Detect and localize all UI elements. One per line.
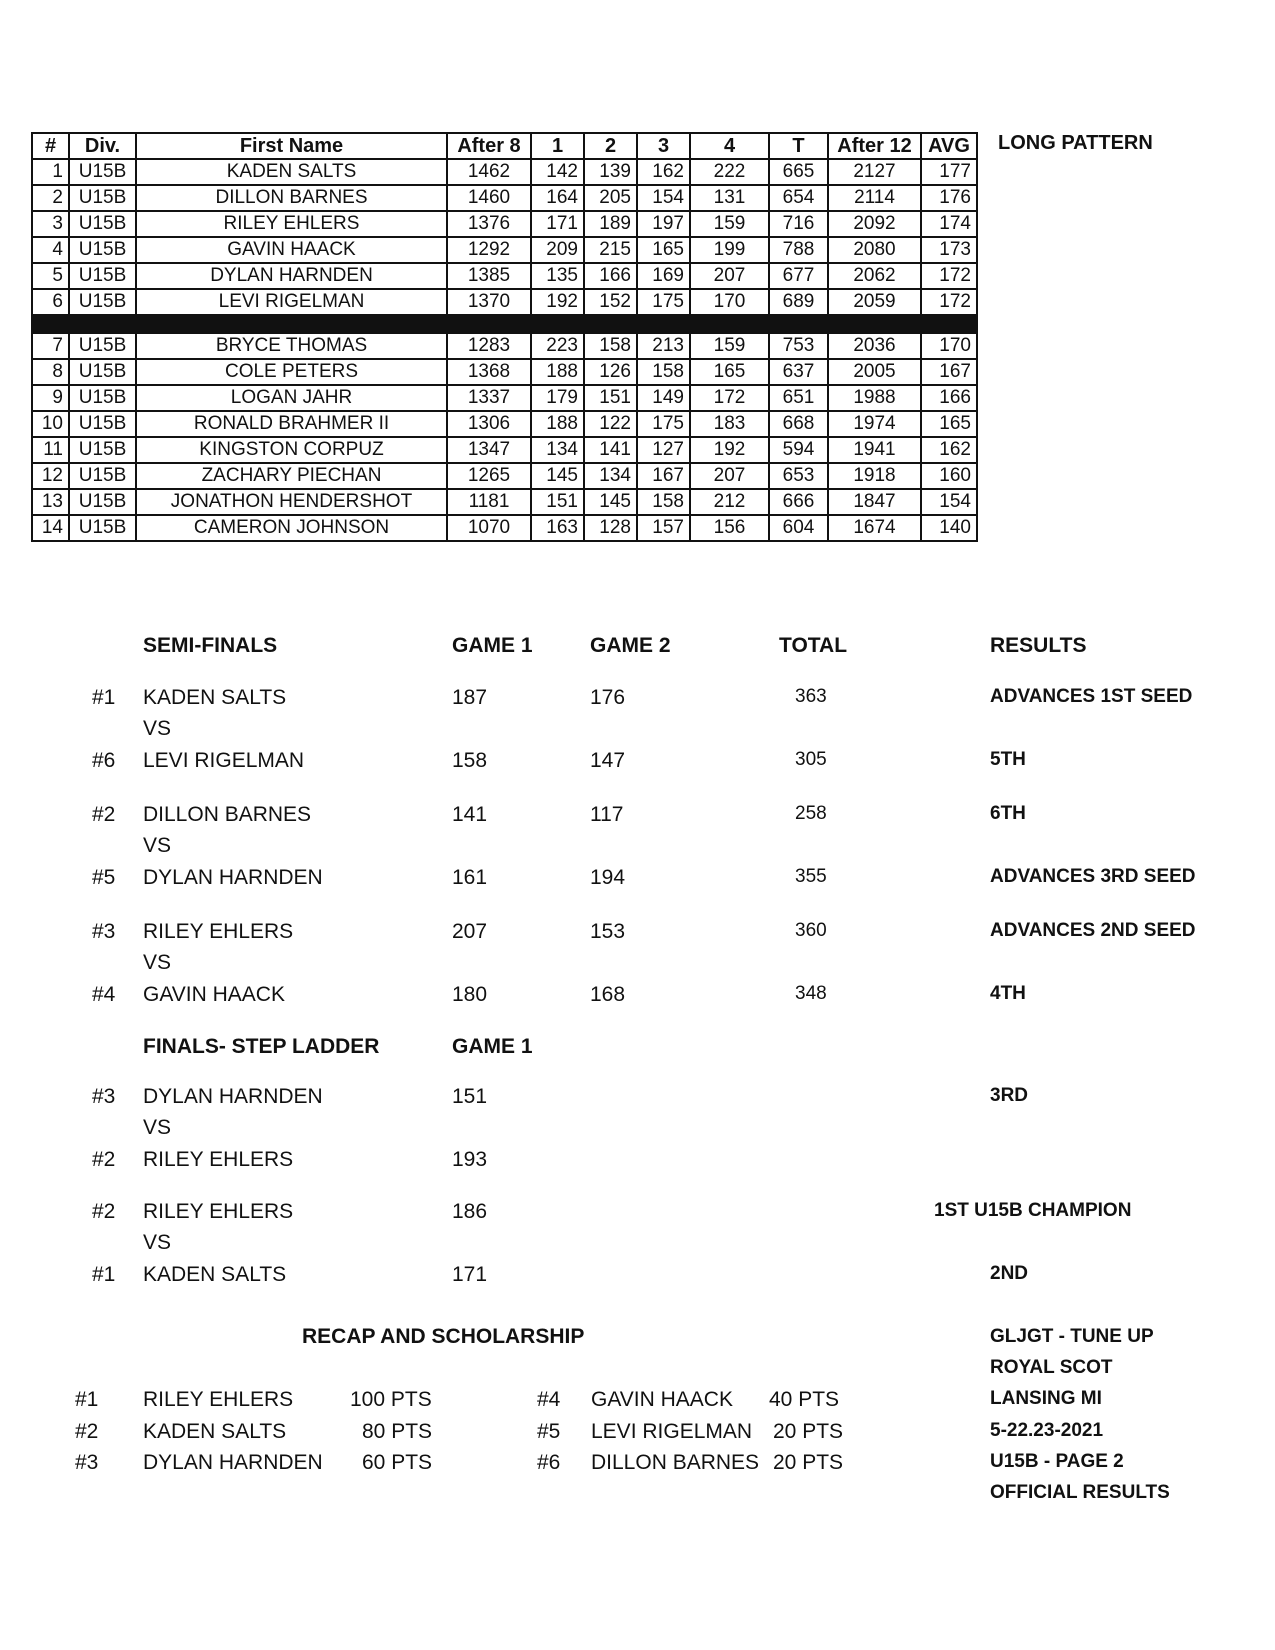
final2-top-result: 1ST U15B CHAMPION xyxy=(934,1200,1132,1221)
after8-cell: 1385 xyxy=(447,263,531,289)
game3-cell: 169 xyxy=(637,263,690,289)
after8-cell: 1070 xyxy=(447,515,531,541)
game3-cell: 162 xyxy=(637,159,690,185)
game4-cell: 170 xyxy=(690,289,769,315)
avg-cell: 172 xyxy=(921,289,977,315)
recap-right-1-seed: #4 xyxy=(537,1388,561,1411)
total-cell: 594 xyxy=(769,437,828,463)
after12-cell: 1974 xyxy=(828,411,921,437)
game3-cell: 175 xyxy=(637,289,690,315)
semi3-top-total: 360 xyxy=(795,920,827,941)
final1-bottom-name: RILEY EHLERS xyxy=(143,1148,294,1171)
rank-cell: 13 xyxy=(32,489,69,515)
rank-cell: 9 xyxy=(32,385,69,411)
after12-cell: 2080 xyxy=(828,237,921,263)
game4-cell: 222 xyxy=(690,159,769,185)
after8-cell: 1376 xyxy=(447,211,531,237)
after12-cell: 2059 xyxy=(828,289,921,315)
div-cell: U15B xyxy=(69,289,136,315)
avg-cell: 166 xyxy=(921,385,977,411)
semi1-bottom-result: 5TH xyxy=(990,749,1026,770)
game4-cell: 207 xyxy=(690,263,769,289)
total-cell: 604 xyxy=(769,515,828,541)
final2-bottom-score: 171 xyxy=(452,1263,488,1286)
semi2-bottom-g2: 194 xyxy=(590,866,626,889)
div-cell: U15B xyxy=(69,185,136,211)
recap-left-2-name: KADEN SALTS xyxy=(143,1420,287,1443)
name-cell: ZACHARY PIECHAN xyxy=(136,463,447,489)
after8-cell: 1462 xyxy=(447,159,531,185)
semi1-top-name: KADEN SALTS xyxy=(143,686,287,709)
col-total: T xyxy=(769,133,828,159)
name-cell: KINGSTON CORPUZ xyxy=(136,437,447,463)
standings-table xyxy=(31,132,978,542)
game2-cell: 122 xyxy=(584,411,637,437)
semi1-top-seed: #1 xyxy=(92,686,116,709)
table-row xyxy=(32,263,977,289)
final2-bottom-name: KADEN SALTS xyxy=(143,1263,287,1286)
table-row xyxy=(32,159,977,185)
game4-cell: 131 xyxy=(690,185,769,211)
col-game3: 3 xyxy=(637,133,690,159)
semi1-bottom-seed: #6 xyxy=(92,749,116,772)
game1-cell: 142 xyxy=(531,159,584,185)
game1-cell: 188 xyxy=(531,359,584,385)
event-date: 5-22.23-2021 xyxy=(990,1420,1104,1441)
semis-game2-label: GAME 2 xyxy=(590,634,671,657)
game3-cell: 158 xyxy=(637,489,690,515)
event-official: OFFICIAL RESULTS xyxy=(990,1482,1170,1503)
semi3-bottom-total: 348 xyxy=(795,983,827,1004)
semi2-bottom-result: ADVANCES 3RD SEED xyxy=(990,866,1196,887)
rank-cell: 4 xyxy=(32,237,69,263)
avg-cell: 176 xyxy=(921,185,977,211)
pattern-label: LONG PATTERN xyxy=(998,132,1153,154)
game3-cell: 157 xyxy=(637,515,690,541)
game4-cell: 172 xyxy=(690,385,769,411)
cut-line-bar xyxy=(32,315,977,333)
table-row xyxy=(32,289,977,315)
total-cell: 665 xyxy=(769,159,828,185)
game2-cell: 128 xyxy=(584,515,637,541)
final1-bottom-seed: #2 xyxy=(92,1148,116,1171)
after8-cell: 1306 xyxy=(447,411,531,437)
semi3-bottom-name: GAVIN HAACK xyxy=(143,983,285,1006)
div-cell: U15B xyxy=(69,489,136,515)
table-row xyxy=(32,463,977,489)
game3-cell: 197 xyxy=(637,211,690,237)
name-cell: RONALD BRAHMER II xyxy=(136,411,447,437)
avg-cell: 160 xyxy=(921,463,977,489)
rank-cell: 5 xyxy=(32,263,69,289)
final1-vs: VS xyxy=(143,1116,172,1139)
semi3-bottom-seed: #4 xyxy=(92,983,116,1006)
name-cell: BRYCE THOMAS xyxy=(136,333,447,359)
div-cell: U15B xyxy=(69,263,136,289)
semi2-bottom-total: 355 xyxy=(795,866,827,887)
rank-cell: 7 xyxy=(32,333,69,359)
game3-cell: 149 xyxy=(637,385,690,411)
final2-top-score: 186 xyxy=(452,1200,488,1223)
after8-cell: 1368 xyxy=(447,359,531,385)
div-cell: U15B xyxy=(69,159,136,185)
rank-cell: 12 xyxy=(32,463,69,489)
semi1-top-result: ADVANCES 1ST SEED xyxy=(990,686,1193,707)
semi2-top-name: DILLON BARNES xyxy=(143,803,312,826)
game1-cell: 179 xyxy=(531,385,584,411)
semi2-top-g2: 117 xyxy=(590,803,624,826)
game3-cell: 167 xyxy=(637,463,690,489)
after12-cell: 1847 xyxy=(828,489,921,515)
recap-left-3-pts: 60 PTS xyxy=(362,1451,433,1474)
cut-line xyxy=(32,315,977,333)
semi3-top-seed: #3 xyxy=(92,920,116,943)
game1-cell: 223 xyxy=(531,333,584,359)
recap-right-3-name: DILLON BARNES xyxy=(591,1451,760,1474)
game4-cell: 192 xyxy=(690,437,769,463)
rank-cell: 2 xyxy=(32,185,69,211)
final1-top-result: 3RD xyxy=(990,1085,1029,1106)
name-cell: CAMERON JOHNSON xyxy=(136,515,447,541)
semi1-bottom-total: 305 xyxy=(795,749,827,770)
game2-cell: 151 xyxy=(584,385,637,411)
col-after12: After 12 xyxy=(828,133,921,159)
col-game2: 2 xyxy=(584,133,637,159)
avg-cell: 154 xyxy=(921,489,977,515)
table-row xyxy=(32,411,977,437)
name-cell: GAVIN HAACK xyxy=(136,237,447,263)
final2-top-seed: #2 xyxy=(92,1200,116,1223)
game1-cell: 209 xyxy=(531,237,584,263)
semi1-top-g2: 176 xyxy=(590,686,626,709)
col-avg: AVG xyxy=(921,133,977,159)
game4-cell: 183 xyxy=(690,411,769,437)
total-cell: 677 xyxy=(769,263,828,289)
after8-cell: 1181 xyxy=(447,489,531,515)
game3-cell: 154 xyxy=(637,185,690,211)
avg-cell: 170 xyxy=(921,333,977,359)
game4-cell: 159 xyxy=(690,211,769,237)
after12-cell: 1941 xyxy=(828,437,921,463)
col-game4: 4 xyxy=(690,133,769,159)
after12-cell: 2092 xyxy=(828,211,921,237)
game2-cell: 141 xyxy=(584,437,637,463)
rank-cell: 8 xyxy=(32,359,69,385)
semi1-top-total: 363 xyxy=(795,686,827,707)
final1-top-score: 151 xyxy=(452,1085,488,1108)
div-cell: U15B xyxy=(69,333,136,359)
after12-cell: 2114 xyxy=(828,185,921,211)
final2-bottom-result: 2ND xyxy=(990,1263,1029,1284)
semi3-top-result: ADVANCES 2ND SEED xyxy=(990,920,1196,941)
game1-cell: 145 xyxy=(531,463,584,489)
table-row xyxy=(32,437,977,463)
game4-cell: 207 xyxy=(690,463,769,489)
semi2-bottom-seed: #5 xyxy=(92,866,116,889)
rank-cell: 10 xyxy=(32,411,69,437)
total-cell: 689 xyxy=(769,289,828,315)
recap-right-2-name: LEVI RIGELMAN xyxy=(591,1420,753,1443)
rank-cell: 6 xyxy=(32,289,69,315)
semi3-bottom-g2: 168 xyxy=(590,983,626,1006)
recap-left-2-seed: #2 xyxy=(75,1420,99,1443)
game2-cell: 152 xyxy=(584,289,637,315)
recap-right-2-seed: #5 xyxy=(537,1420,561,1443)
semi1-vs: VS xyxy=(143,717,172,740)
game1-cell: 134 xyxy=(531,437,584,463)
name-cell: COLE PETERS xyxy=(136,359,447,385)
rank-cell: 11 xyxy=(32,437,69,463)
semi1-top-g1: 187 xyxy=(452,686,488,709)
final1-top-name: DYLAN HARNDEN xyxy=(143,1085,323,1108)
table-row xyxy=(32,237,977,263)
game3-cell: 165 xyxy=(637,237,690,263)
game3-cell: 158 xyxy=(637,359,690,385)
avg-cell: 172 xyxy=(921,263,977,289)
after12-cell: 1918 xyxy=(828,463,921,489)
game2-cell: 139 xyxy=(584,159,637,185)
after8-cell: 1347 xyxy=(447,437,531,463)
recap-left-1-name: RILEY EHLERS xyxy=(143,1388,294,1411)
final2-bottom-seed: #1 xyxy=(92,1263,116,1286)
semis-title: SEMI-FINALS xyxy=(143,634,278,657)
total-cell: 716 xyxy=(769,211,828,237)
total-cell: 654 xyxy=(769,185,828,211)
div-cell: U15B xyxy=(69,437,136,463)
col-after8: After 8 xyxy=(447,133,531,159)
semi3-bottom-g1: 180 xyxy=(452,983,488,1006)
semi3-top-g2: 153 xyxy=(590,920,626,943)
game2-cell: 205 xyxy=(584,185,637,211)
semis-total-label: TOTAL xyxy=(779,634,848,657)
semi3-top-name: RILEY EHLERS xyxy=(143,920,294,943)
finals-game1-label: GAME 1 xyxy=(452,1035,533,1058)
semi2-bottom-name: DYLAN HARNDEN xyxy=(143,866,323,889)
after8-cell: 1265 xyxy=(447,463,531,489)
table-header xyxy=(32,133,977,159)
semi3-vs: VS xyxy=(143,951,172,974)
game4-cell: 165 xyxy=(690,359,769,385)
game2-cell: 158 xyxy=(584,333,637,359)
after8-cell: 1370 xyxy=(447,289,531,315)
avg-cell: 177 xyxy=(921,159,977,185)
final2-vs: VS xyxy=(143,1231,172,1254)
name-cell: KADEN SALTS xyxy=(136,159,447,185)
semi1-bottom-g1: 158 xyxy=(452,749,488,772)
after8-cell: 1337 xyxy=(447,385,531,411)
semi1-bottom-g2: 147 xyxy=(590,749,626,772)
total-cell: 666 xyxy=(769,489,828,515)
game4-cell: 199 xyxy=(690,237,769,263)
total-cell: 637 xyxy=(769,359,828,385)
name-cell: DYLAN HARNDEN xyxy=(136,263,447,289)
rank-cell: 3 xyxy=(32,211,69,237)
avg-cell: 162 xyxy=(921,437,977,463)
col-name: First Name xyxy=(136,133,447,159)
table-row xyxy=(32,515,977,541)
after12-cell: 2062 xyxy=(828,263,921,289)
final2-top-name: RILEY EHLERS xyxy=(143,1200,294,1223)
rank-cell: 1 xyxy=(32,159,69,185)
col-div: Div. xyxy=(69,133,136,159)
name-cell: DILLON BARNES xyxy=(136,185,447,211)
game1-cell: 135 xyxy=(531,263,584,289)
semi2-vs: VS xyxy=(143,834,172,857)
after12-cell: 2036 xyxy=(828,333,921,359)
recap-left-1-pts: 100 PTS xyxy=(350,1388,432,1411)
final1-top-seed: #3 xyxy=(92,1085,116,1108)
recap-right-3-pts: 20 PTS xyxy=(773,1451,844,1474)
recap-left-2-pts: 80 PTS xyxy=(362,1420,433,1443)
total-cell: 668 xyxy=(769,411,828,437)
game1-cell: 164 xyxy=(531,185,584,211)
div-cell: U15B xyxy=(69,385,136,411)
event-name: GLJGT - TUNE UP xyxy=(990,1326,1154,1347)
table-row xyxy=(32,333,977,359)
game2-cell: 166 xyxy=(584,263,637,289)
semi2-bottom-g1: 161 xyxy=(452,866,488,889)
table-row xyxy=(32,385,977,411)
avg-cell: 140 xyxy=(921,515,977,541)
div-cell: U15B xyxy=(69,411,136,437)
recap-right-1-pts: 40 PTS xyxy=(769,1388,840,1411)
table-row xyxy=(32,185,977,211)
semi2-top-result: 6TH xyxy=(990,803,1026,824)
div-cell: U15B xyxy=(69,463,136,489)
col-game1: 1 xyxy=(531,133,584,159)
semi2-top-total: 258 xyxy=(795,803,827,824)
table-row xyxy=(32,211,977,237)
semi1-bottom-name: LEVI RIGELMAN xyxy=(143,749,305,772)
event-city: LANSING MI xyxy=(990,1388,1102,1409)
div-cell: U15B xyxy=(69,237,136,263)
game1-cell: 163 xyxy=(531,515,584,541)
total-cell: 753 xyxy=(769,333,828,359)
recap-left-3-seed: #3 xyxy=(75,1451,99,1474)
div-cell: U15B xyxy=(69,359,136,385)
game2-cell: 145 xyxy=(584,489,637,515)
recap-right-3-seed: #6 xyxy=(537,1451,561,1474)
game3-cell: 175 xyxy=(637,411,690,437)
game2-cell: 215 xyxy=(584,237,637,263)
after12-cell: 1988 xyxy=(828,385,921,411)
standings-top xyxy=(32,159,977,315)
total-cell: 788 xyxy=(769,237,828,263)
finals-title: FINALS- STEP LADDER xyxy=(143,1035,380,1058)
game4-cell: 159 xyxy=(690,333,769,359)
col-rank: # xyxy=(32,133,69,159)
semi3-bottom-result: 4TH xyxy=(990,983,1026,1004)
game3-cell: 127 xyxy=(637,437,690,463)
table-row xyxy=(32,359,977,385)
semis-game1-label: GAME 1 xyxy=(452,634,533,657)
name-cell: RILEY EHLERS xyxy=(136,211,447,237)
recap-left-1-seed: #1 xyxy=(75,1388,99,1411)
recap-right-2-pts: 20 PTS xyxy=(773,1420,844,1443)
name-cell: LOGAN JAHR xyxy=(136,385,447,411)
final1-bottom-score: 193 xyxy=(452,1148,488,1171)
avg-cell: 174 xyxy=(921,211,977,237)
avg-cell: 173 xyxy=(921,237,977,263)
game2-cell: 134 xyxy=(584,463,637,489)
after8-cell: 1283 xyxy=(447,333,531,359)
avg-cell: 165 xyxy=(921,411,977,437)
game1-cell: 192 xyxy=(531,289,584,315)
div-cell: U15B xyxy=(69,211,136,237)
recap-left-3-name: DYLAN HARNDEN xyxy=(143,1451,323,1474)
after12-cell: 2005 xyxy=(828,359,921,385)
after12-cell: 2127 xyxy=(828,159,921,185)
game4-cell: 212 xyxy=(690,489,769,515)
after8-cell: 1292 xyxy=(447,237,531,263)
name-cell: LEVI RIGELMAN xyxy=(136,289,447,315)
game1-cell: 151 xyxy=(531,489,584,515)
game2-cell: 126 xyxy=(584,359,637,385)
total-cell: 651 xyxy=(769,385,828,411)
game1-cell: 188 xyxy=(531,411,584,437)
table-row xyxy=(32,489,977,515)
game3-cell: 213 xyxy=(637,333,690,359)
recap-right-1-name: GAVIN HAACK xyxy=(591,1388,733,1411)
after12-cell: 1674 xyxy=(828,515,921,541)
standings-bottom xyxy=(32,333,977,541)
semi2-top-seed: #2 xyxy=(92,803,116,826)
total-cell: 653 xyxy=(769,463,828,489)
event-page: U15B - PAGE 2 xyxy=(990,1451,1124,1472)
avg-cell: 167 xyxy=(921,359,977,385)
name-cell: JONATHON HENDERSHOT xyxy=(136,489,447,515)
after8-cell: 1460 xyxy=(447,185,531,211)
semi3-top-g1: 207 xyxy=(452,920,488,943)
event-venue: ROYAL SCOT xyxy=(990,1357,1113,1378)
semis-results-label: RESULTS xyxy=(990,634,1087,657)
div-cell: U15B xyxy=(69,515,136,541)
semi2-top-g1: 141 xyxy=(452,803,488,826)
game4-cell: 156 xyxy=(690,515,769,541)
game2-cell: 189 xyxy=(584,211,637,237)
rank-cell: 14 xyxy=(32,515,69,541)
game1-cell: 171 xyxy=(531,211,584,237)
recap-title: RECAP AND SCHOLARSHIP xyxy=(302,1325,585,1348)
